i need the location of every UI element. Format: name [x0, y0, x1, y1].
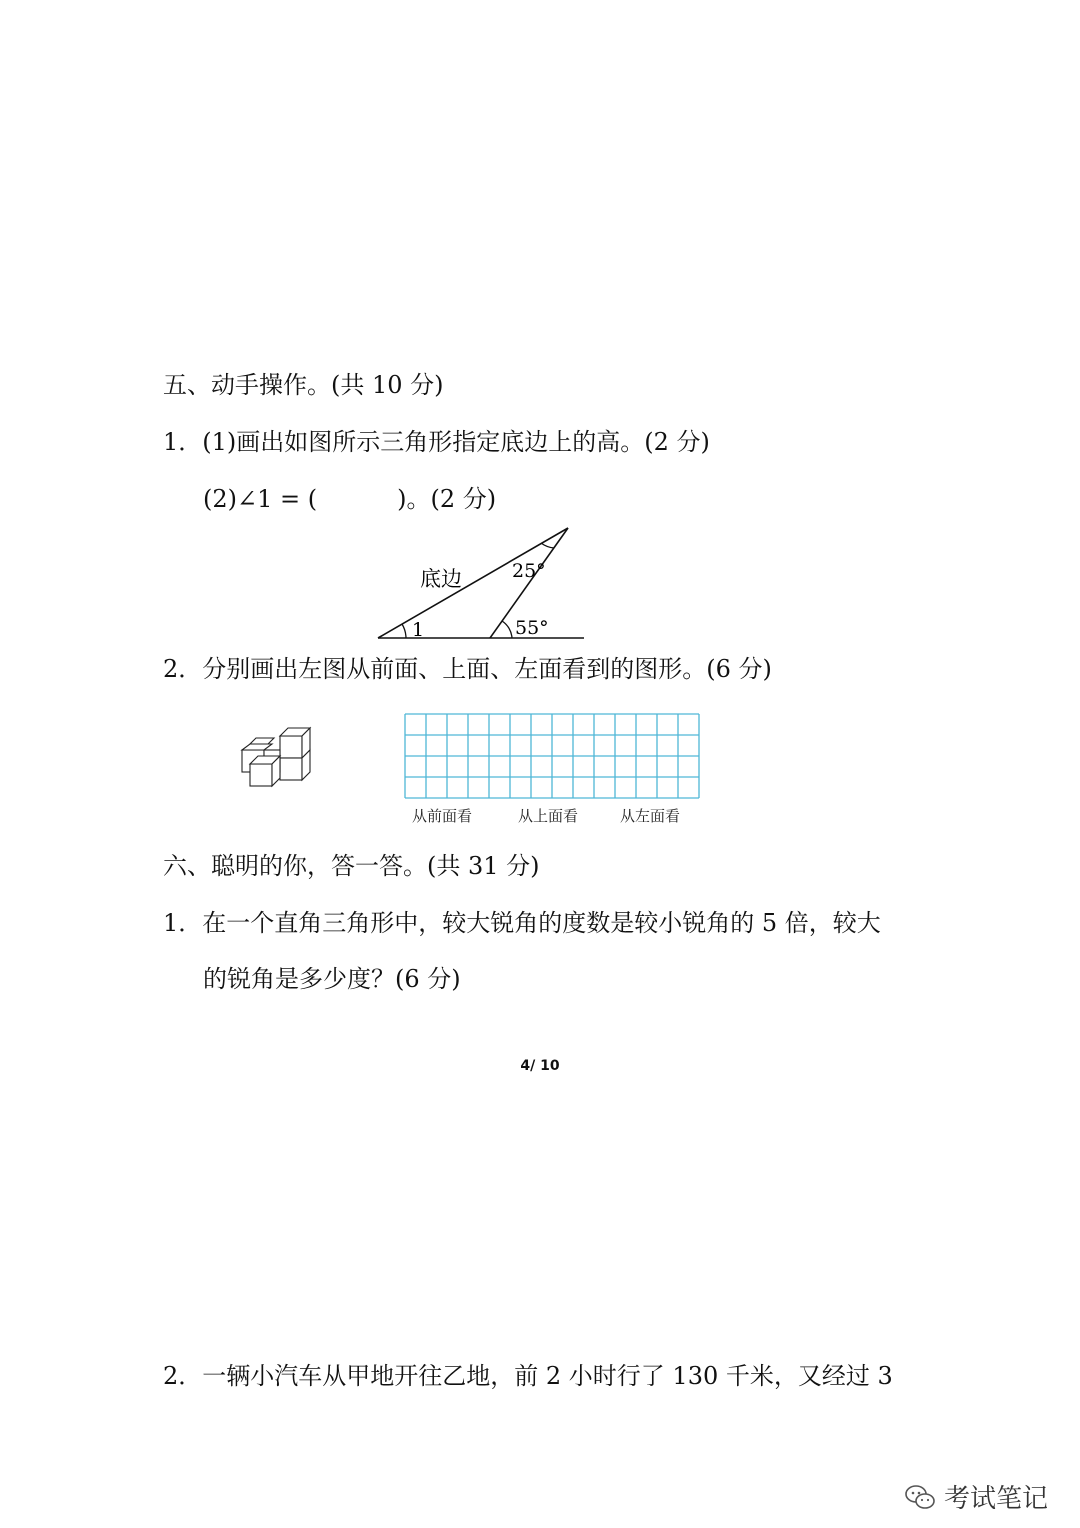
angle1-arc — [402, 624, 406, 638]
question-5-1-part2 — [203, 485, 496, 514]
triangle-figure — [370, 520, 600, 650]
angle55-arc — [502, 621, 512, 638]
page-number: 4/ 10 — [520, 1058, 560, 1074]
grid-label-top: 从上面看 — [518, 807, 579, 825]
watermark — [904, 1478, 1048, 1515]
grid-label-front: 从前面看 — [412, 807, 473, 825]
grid-label-left: 从左面看 — [620, 807, 681, 825]
base-label: 底边 — [420, 567, 462, 591]
angle-1-label: 1 — [412, 619, 425, 641]
cube-top-face — [242, 744, 272, 750]
watermark-text: 考试笔记 — [943, 1484, 1048, 1514]
question-5-1-part1: 1．(1)画出如图所示三角形指定底边上的高。(2 分) — [163, 428, 710, 456]
cube-stack-figure — [238, 722, 318, 792]
angle25-arc — [541, 543, 554, 548]
question-5-1-part2-prefix: (2)∠1 = ( — [203, 485, 318, 513]
question-5-2: 2．分别画出左图从前面、上面、左面看到的图形。(6 分) — [163, 655, 772, 683]
angle-25-label: 25° — [512, 560, 546, 582]
question-6-2-line1: 2．一辆小汽车从甲地开往乙地，前 2 小时行了 130 千米，又经过 3 — [163, 1362, 893, 1390]
cube-front-face — [280, 736, 302, 758]
cube-front-face — [250, 764, 272, 786]
wechat-icon — [904, 1483, 936, 1511]
question-6-1-line1: 1．在一个直角三角形中，较大锐角的度数是较小锐角的 5 倍，较大 — [163, 909, 881, 937]
drawing-grid[interactable] — [404, 713, 698, 799]
cube-front-face — [280, 758, 302, 780]
angle-55-label: 55° — [515, 617, 549, 639]
section5-title: 五、动手操作。(共 10 分) — [163, 371, 444, 399]
question-6-1-line2: 的锐角是多少度？(6 分) — [203, 965, 461, 993]
cube-top-face — [250, 738, 274, 744]
section6-title: 六、聪明的你，答一答。(共 31 分) — [163, 852, 540, 880]
question-5-1-part2-suffix: )。(2 分) — [397, 485, 497, 513]
